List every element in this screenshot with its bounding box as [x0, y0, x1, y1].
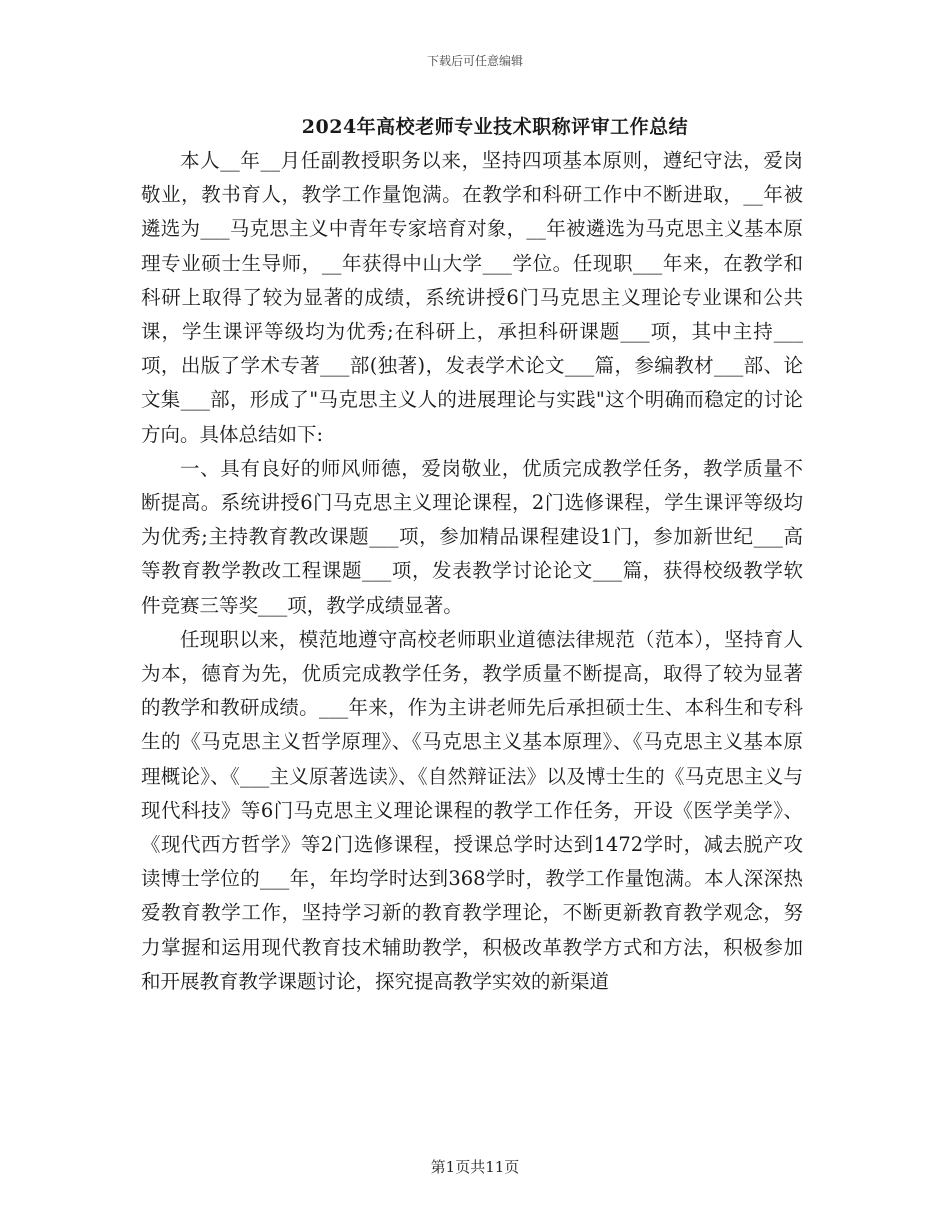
document-body	[141, 144, 803, 999]
paragraph-section-1: 一、具有良好的师风师德，爱岗敬业，优质完成教学任务，教学质量不断提高。系统讲授6门马克思主义理论课程，2门选修课程，学生课评等级均为优秀;主持教育教改课题___项，参加精品课程建设1门，参加新世纪___高等教育教学教改工程课题___项，发表教学讨论论文___篇，获得校级教学软件竞赛三等奖___项，教学成绩显著。	[141, 456, 803, 617]
header-note: 下载后可任意编辑	[426, 54, 523, 68]
document-title: 2024年高校老师专业技术职称评审工作总结	[301, 116, 689, 138]
paragraph-intro: 本人__年__月任副教授职务以来，坚持四项基本原则，遵纪守法，爱岗敬业，教书育人，教学工作量饱满。在教学和科研工作中不断进取，__年被遴选为___马克思主义中青年专家培育对象，__年被遴选为马克思主义基本原理专业硕士生导师，__年获得中山大学___学位。任现职___年来，在教学和科研上取得了较为显著的成绩，系统讲授6门马克思主义理论专业课和公共课，学生课评等级均为优秀;在科研上，承担科研课题___项，其中主持___项，出版了学术专著___部(独著)，发表学术论文___篇，参编教材___部、论文集___部，形成了"马克思主义人的进展理论与实践"这个明确而稳定的讨论方向。具体总结如下:	[141, 149, 803, 446]
page-indicator: 第1页共11页	[430, 1158, 520, 1176]
paragraph-teaching-record: 任现职以来，模范地遵守高校老师职业道德法律规范（范本），坚持育人为本，德育为先，优质完成教学任务，教学质量不断提高，取得了较为显著的教学和教研成绩。___年来，作为主讲老师先后承担硕士生、本科生和专科生的《马克思主义哲学原理》、《马克思主义基本原理》、《马克思主义基本原理概论》、《___主义原著选读》、《自然辩证法》以及博士生的《马克思主义与现代科技》等6门马克思主义理论课程的教学工作任务，开设《医学美学》、《现代西方哲学》等2门选修课程，授课总学时达到1472学时，减去脱产攻读博士学位的___年，年均学时达到368学时，教学工作量饱满。本人深深热爱教育教学工作，坚持学习新的教育教学理论，不断更新教育教学观念，努力掌握和运用现代教育技术辅助教学，积极改革教学方式和方法，积极参加和开展教育教学课题讨论，探究提高教学实效的新渠道	[141, 627, 803, 993]
